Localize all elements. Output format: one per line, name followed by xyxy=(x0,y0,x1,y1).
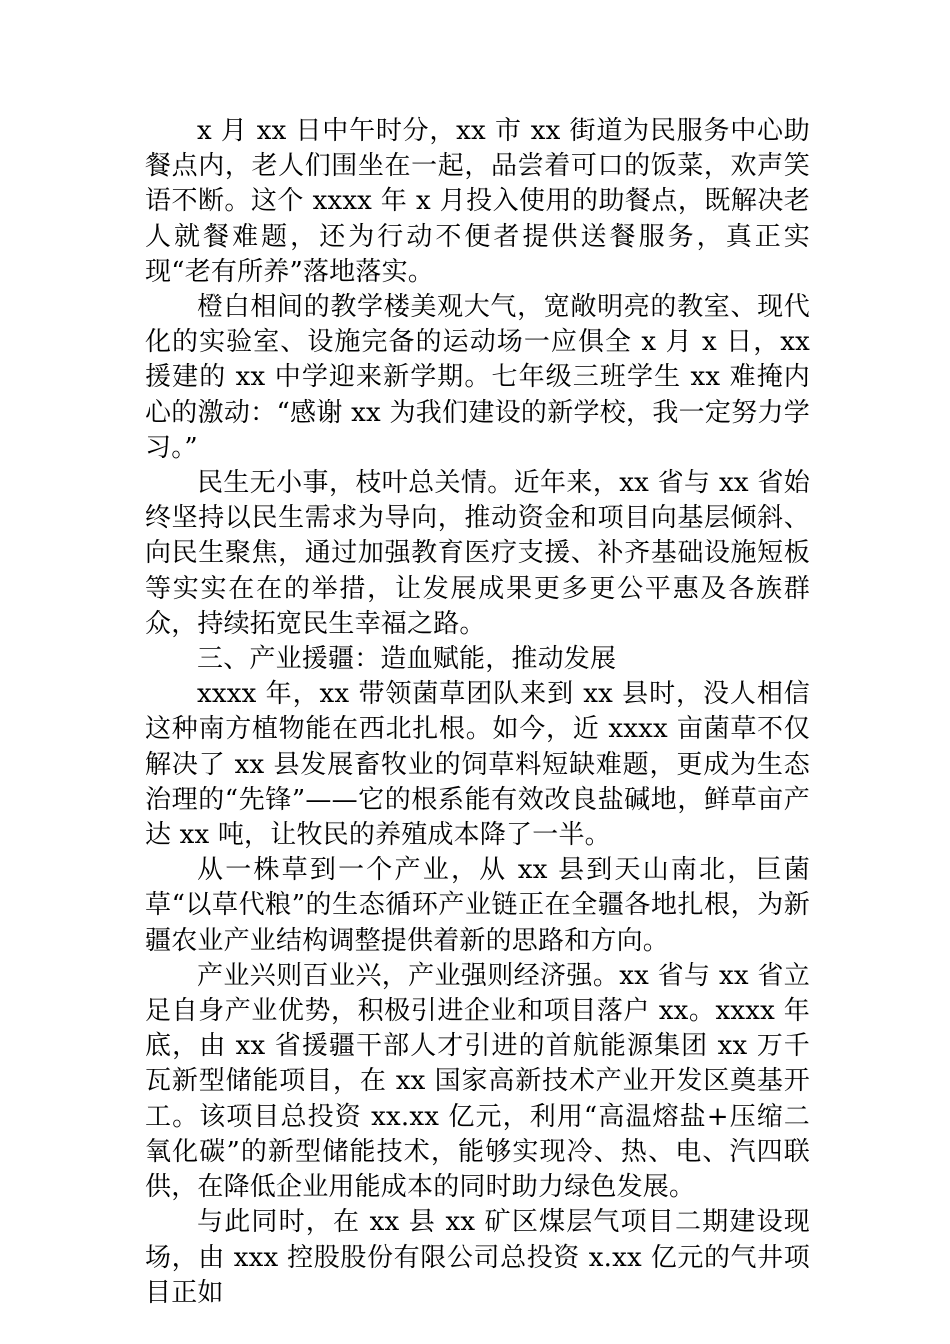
paragraph-grass-industry: 从一株草到一个产业，从 xx 县到天山南北，巨菌草“以草代粮”的生态循环产业链正在全疆各地扎根，为新疆农业产业结构调整提供着新的思路和方向。 xyxy=(145,855,810,956)
document-body xyxy=(145,114,810,1311)
paragraph-elderly-canteen: x 月 xx 日中午时分，xx 市 xx 街道为民服务中心助餐点内，老人们围坐在一起，品尝着可口的饭菜，欢声笑语不断。这个 xxxx 年 x 月投入使用的助餐点，既解决老人就餐难题，还为行动不便者提供送餐服务，真正实现“老有所养”落地落实。 xyxy=(145,116,810,287)
paragraph-energy-storage: 产业兴则百业兴，产业强则经济强。xx 省与 xx 省立足自身产业优势，积极引进企业和项目落户 xx。xxxx 年底，由 xx 省援疆干部人才引进的首航能源集团 xx 万千瓦新型储能项目，在 xx 国家高新技术产业开发区奠基开工。该项目总投资 xx.xx 亿元，利用“高温熔盐+压缩二氧化碳”的新型储能技术，能够实现冷、热、电、汽四联供，在降低企业用能成本的同时助力绿色发展。 xyxy=(145,960,810,1203)
paragraph-new-school: 橙白相间的教学楼美观大气，宽敞明亮的教室、现代化的实验室、设施完备的运动场一应俱全 x 月 x 日，xx 援建的 xx 中学迎来新学期。七年级三班学生 xx 难掩内心的激动：“感谢 xx 为我们建设的新学校，我一定努力学习。” xyxy=(145,292,810,463)
paragraph-livelihood: 民生无小事，枝叶总关情。近年来，xx 省与 xx 省始终坚持以民生需求为导向，推动资金和项目向基层倾斜、向民生聚焦，通过加强教育医疗支援、补齐基础设施短板等实实在在的举措，让发展成果更多更公平惠及各族群众，持续拓宽民生幸福之路。 xyxy=(145,468,810,639)
paragraph-coalbed-gas: 与此同时，在 xx 县 xx 矿区煤层气项目二期建设现场，由 xxx 控股股份有限公司总投资 x.xx 亿元的气井项目正如 xyxy=(145,1207,810,1308)
paragraph-juncao-grass: xxxx 年，xx 带领菌草团队来到 xx 县时，没人相信这种南方植物能在西北扎根。如今，近 xxxx 亩菌草不仅解决了 xx 县发展畜牧业的饲草料短缺难题，更成为生态治理的“先锋”——它的根系能有效改良盐碱地，鲜草亩产达 xx 吨，让牧民的养殖成本降了一半。 xyxy=(145,679,810,851)
section-heading: 三、产业援疆：造血赋能，推动发展 xyxy=(197,644,617,675)
